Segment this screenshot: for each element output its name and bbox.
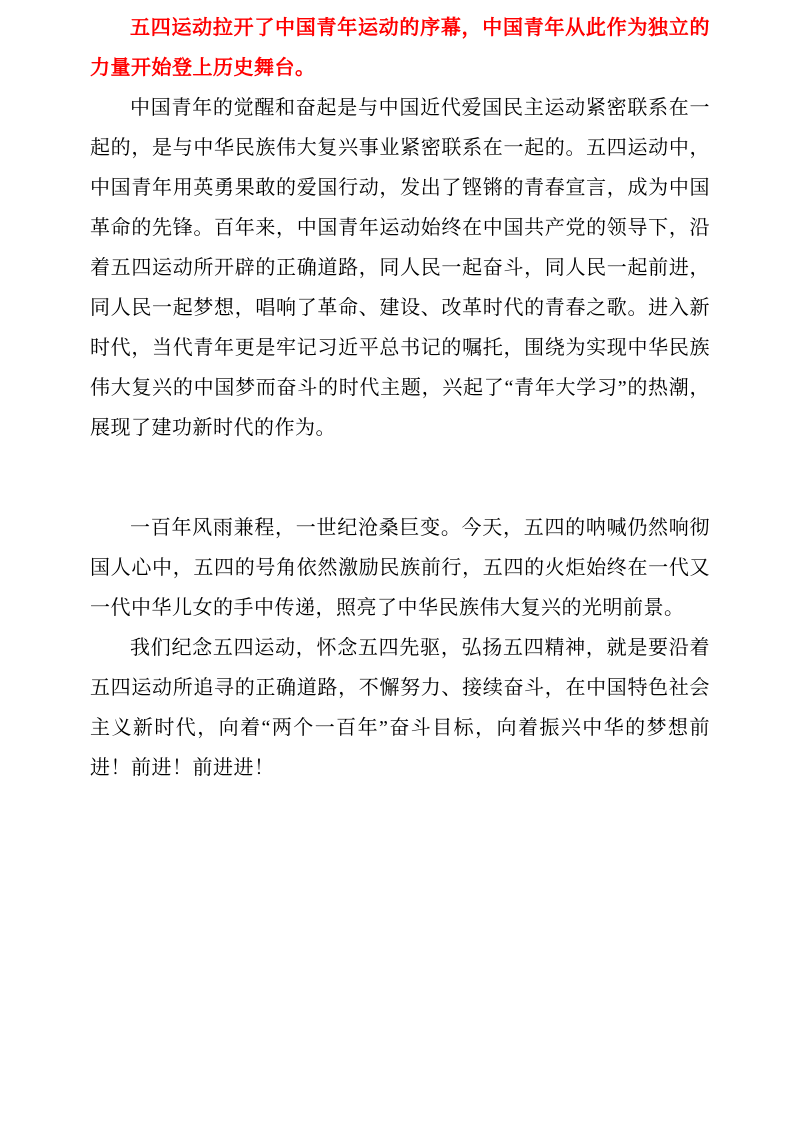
body-paragraph-1: 中国青年的觉醒和奋起是与中国近代爱国民主运动紧密联系在一起的，是与中华民族伟大复兴事业紧密联系在一起的。五四运动中，中国青年用英勇果敢的爱国行动，发出了铿锵的青春宣言，成为中国革命的先锋。百年来，中国青年运动始终在中国共产党的领导下，沿着五四运动所开辟的正确道路，同人民一起奋斗，同人民一起前进，同人民一起梦想，唱响了革命、建设、改革时代的青春之歌。进入新时代，当代青年更是牢记习近平总书记的嘱托，围绕为实现中华民族伟大复兴的中国梦而奋斗的时代主题，兴起了“青年大学习”的热潮，展现了建功新时代的作为。 [90,97,710,439]
blank-line-spacer [90,448,710,508]
body-paragraph-2: 一百年风雨兼程，一世纪沧桑巨变。今天，五四的呐喊仍然响彻国人心中，五四的号角依然激励民族前行，五四的火炬始终在一代又一代中华儿女的手中传递，照亮了中华民族伟大复兴的光明前景。 [90,517,710,619]
body-paragraph-3: 我们纪念五四运动，怀念五四先驱，弘扬五四精神，就是要沿着五四运动所追寻的正确道路，不懈努力、接续奋斗，在中国特色社会主义新时代，向着“两个一百年”奋斗目标，向着振兴中华的梦想前进！前进！前进进！ [90,637,710,779]
lead-paragraph: 五四运动拉开了中国青年运动的序幕，中国青年从此作为独立的力量开始登上历史舞台。 [90,17,710,79]
